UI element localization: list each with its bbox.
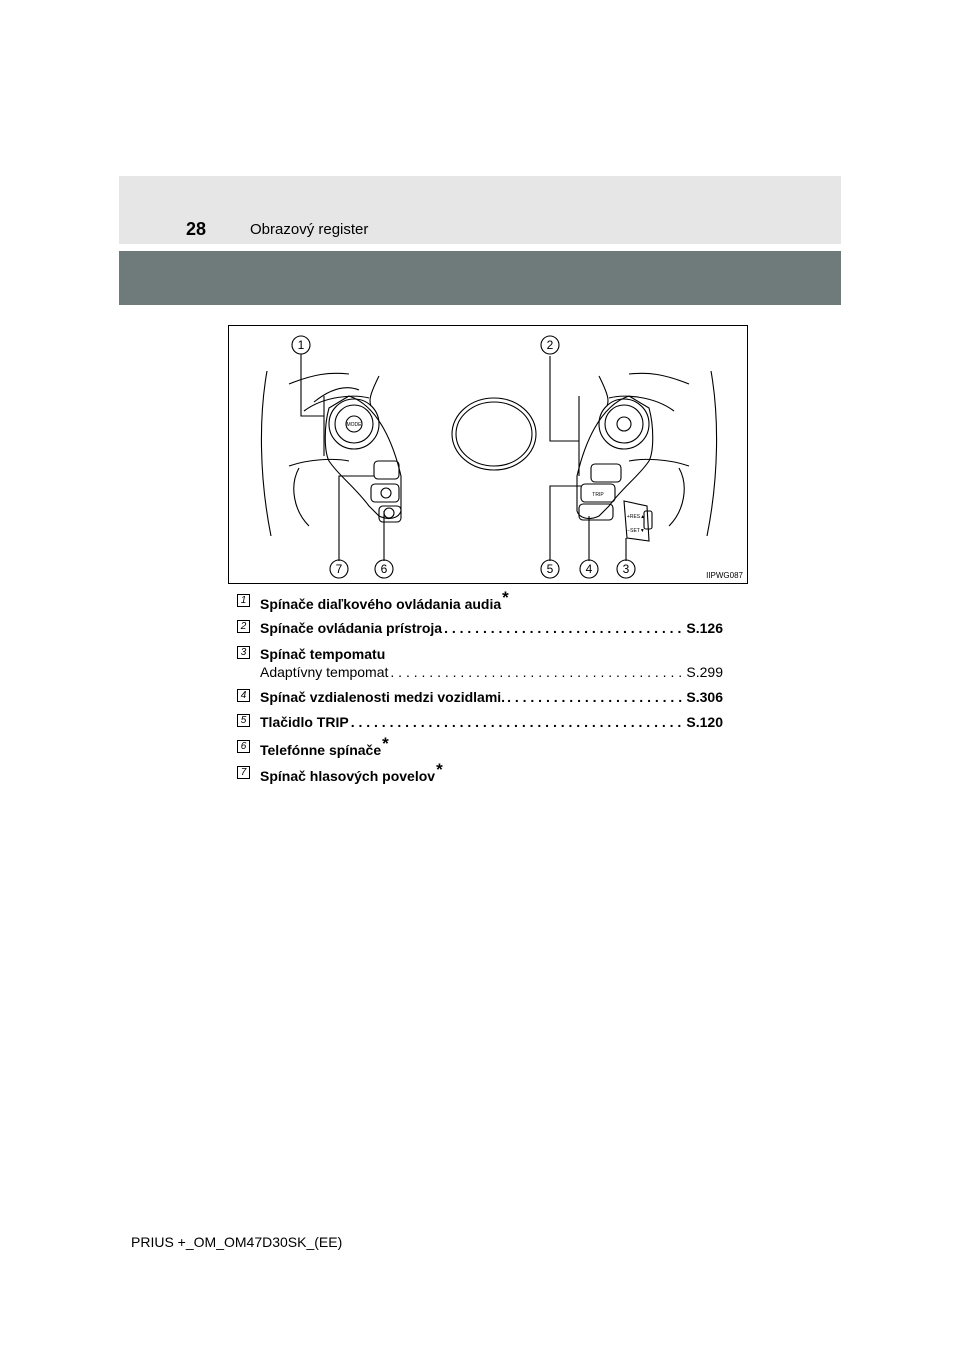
res-label: +RES▲ — [626, 514, 646, 520]
asterisk: * — [436, 760, 443, 779]
item-number: 7 — [237, 766, 250, 779]
callout-2: 2 — [546, 338, 554, 352]
item-text: Spínač vzdialenosti medzi vozidlami. — [260, 689, 506, 705]
item-number: 3 — [237, 646, 250, 659]
section-title: Obrazový register — [250, 221, 369, 238]
asterisk: * — [382, 734, 389, 753]
callout-7: 7 — [335, 562, 343, 576]
page-ref[interactable]: S.120 — [686, 714, 723, 730]
callout-6: 6 — [380, 562, 388, 576]
section-band — [119, 251, 841, 305]
trip-label: TRIP — [592, 492, 604, 498]
mode-label: MODE — [346, 422, 362, 428]
item-text: Spínače diaľkového ovládania audia — [260, 596, 502, 612]
item-number: 6 — [237, 740, 250, 753]
item-text: Spínače ovládania prístroja — [260, 620, 443, 636]
callout-1: 1 — [297, 338, 305, 352]
item-number: 2 — [237, 620, 250, 633]
item-number: 4 — [237, 689, 250, 702]
page-ref[interactable]: S.126 — [686, 620, 723, 636]
set-label: −SET▼ — [627, 528, 645, 534]
header-band — [119, 176, 841, 244]
page-number: 28 — [186, 219, 207, 239]
callout-5: 5 — [546, 562, 554, 576]
callout-3: 3 — [622, 562, 630, 576]
item-text: Tlačidlo TRIP — [260, 714, 349, 730]
item-text: Telefónne spínače — [260, 742, 382, 758]
item-text: Spínač tempomatu — [260, 646, 386, 662]
document-code: PRIUS +_OM_OM47D30SK_(EE) — [131, 1234, 343, 1250]
item-subtext: Adaptívny tempomat — [260, 664, 389, 680]
steering-wheel-figure — [228, 325, 748, 584]
page-ref[interactable]: S.299 — [686, 664, 723, 680]
callout-4: 4 — [585, 562, 593, 576]
item-number: 1 — [237, 594, 250, 607]
item-number: 5 — [237, 714, 250, 727]
item-text: Spínač hlasových povelov — [260, 768, 436, 784]
steering-wheel-illustration — [229, 326, 749, 585]
figure-id: IIPWG087 — [706, 571, 743, 580]
asterisk: * — [502, 588, 509, 607]
page-ref[interactable]: S.306 — [686, 689, 723, 705]
